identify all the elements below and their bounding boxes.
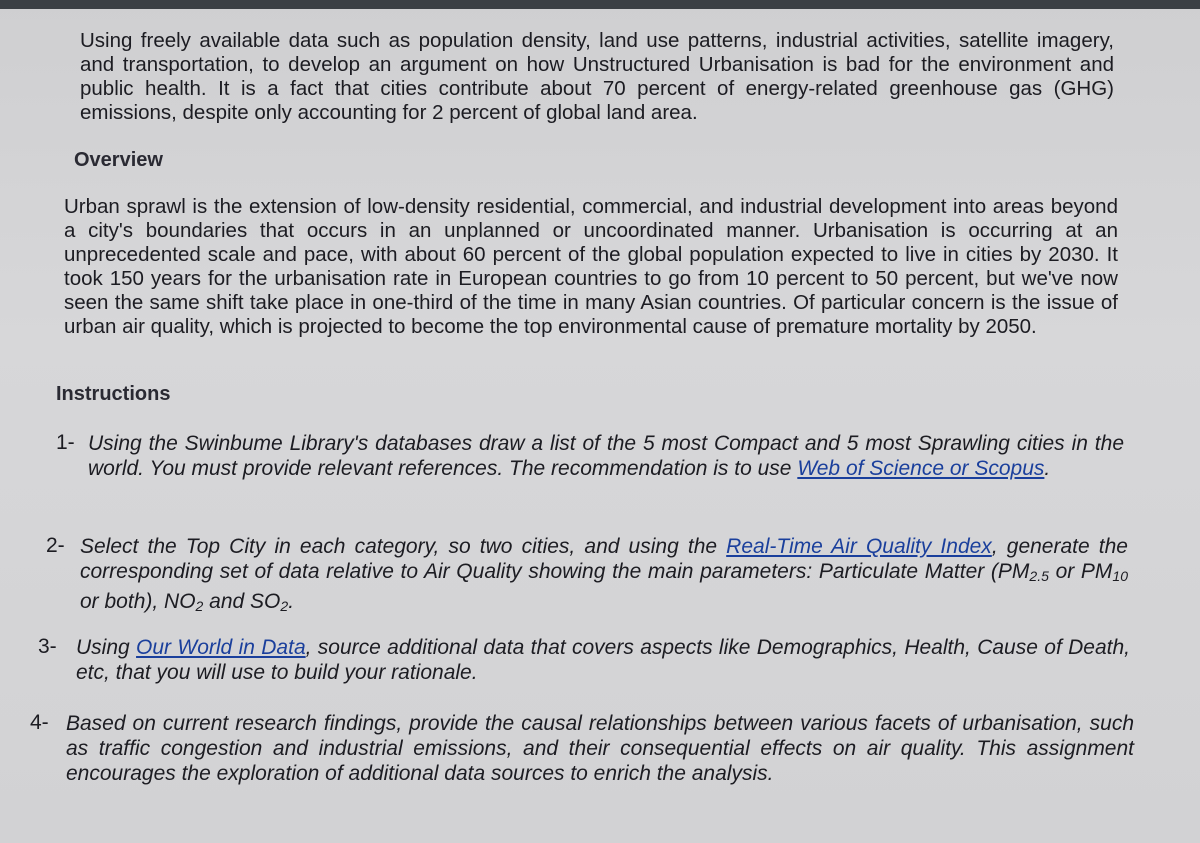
- instruction-text: Using the Swinbume Library's databases draw a list of the 5 most Compact and 5 most Sprawling cities in the world. You must provide relevant references. The recommendation is to use: [88, 432, 1124, 480]
- instruction-text: .: [1044, 457, 1051, 480]
- intro-paragraph: Using freely available data such as population density, land use patterns, industrial activities, satellite imagery, and transportation, to develop an argument on how Unstructured Urbanisation is bad for the environment and public health. It is a fact that cities contribute about 70 percent of energy-related greenhouse gas (GHG) emissions, despite only accounting for 2 percent of global land area.: [80, 29, 1114, 124]
- instructions-heading: Instructions: [56, 383, 171, 405]
- pm25-subscript: 2.5: [1029, 568, 1049, 584]
- screen-top-edge: [0, 0, 1200, 9]
- instruction-item-3: [76, 635, 1130, 685]
- no2-subscript: 2: [195, 598, 204, 614]
- instruction-number-3: 3-: [38, 635, 57, 658]
- instruction-item-4: [66, 711, 1134, 786]
- air-quality-index-link[interactable]: Real-Time Air Quality Index: [726, 535, 992, 558]
- instruction-text: Based on current research findings, provide the causal relationships between various facets of urbanisation, such as traffic congestion and industrial emissions, and their consequential effects on air quality. This assignment encourages the exploration of additional data sources to enrich the analysis.: [66, 712, 1134, 785]
- overview-paragraph: Urban sprawl is the extension of low-density residential, commercial, and industrial development into areas beyond a city's boundaries that occurs in an unplanned or uncoordinated manner. Urbanisation is occurring at an unprecedented scale and pace, with about 60 percent of the global population expected to live in cities by 2030. It took 150 years for the urbanisation rate in European countries to go from 10 percent to 50 percent, but we've now seen the same shift take place in one-third of the time in many Asian countries. Of particular concern is the issue of urban air quality, which is projected to become the top environmental cause of premature mortality by 2050.: [64, 195, 1118, 338]
- instruction-text: .: [288, 590, 295, 613]
- pm10-subscript: 10: [1112, 568, 1128, 584]
- document-page: [0, 9, 1200, 843]
- instruction-text: or both), NO: [80, 590, 196, 613]
- instruction-number-1: 1-: [56, 431, 75, 454]
- instruction-number-4: 4-: [30, 711, 49, 734]
- instruction-text: Using: [76, 636, 137, 659]
- instruction-item-1: [88, 431, 1124, 481]
- instruction-item-2: [80, 534, 1128, 619]
- instruction-text: , source additional data that covers aspects like Demographics, Health, Cause of Death, etc, that you will use to build your rationale.: [76, 636, 1130, 684]
- web-of-science-link[interactable]: Web of Science or Scopus: [797, 457, 1045, 480]
- instruction-text: , generate the corresponding set of data relative to Air Quality showing the main parameters: Particulate Matter (PM: [80, 535, 1128, 583]
- instruction-text: or PM: [1048, 560, 1113, 583]
- so2-subscript: 2: [280, 598, 289, 614]
- our-world-in-data-link[interactable]: Our World in Data: [136, 636, 306, 659]
- instruction-number-2: 2-: [46, 534, 65, 557]
- instruction-text: and SO: [203, 590, 281, 613]
- instruction-text: Select the Top City in each category, so two cities, and using the: [80, 535, 727, 558]
- overview-heading: Overview: [74, 149, 163, 171]
